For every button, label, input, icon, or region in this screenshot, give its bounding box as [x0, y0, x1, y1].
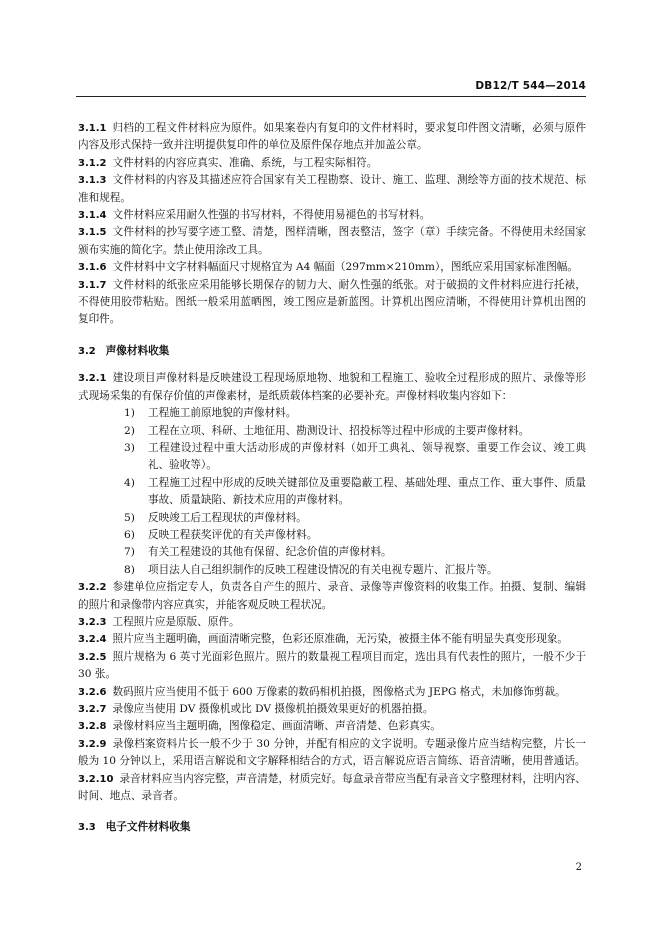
- clause-number: 3.1.2: [78, 157, 107, 169]
- clause-number: 3.1.6: [78, 262, 107, 274]
- section-title: 声像材料收集: [105, 344, 170, 357]
- section-heading-3-3: [78, 819, 586, 836]
- list-text: 工程施工过程中形成的反映关键部位及重要隐蔽工程、基础处理、重点工作、重大事件、质量事故、质量缺陷、新技术应用的声像材料。: [148, 476, 586, 507]
- clause-number: 3.1.7: [78, 279, 107, 291]
- section-title: 电子文件材料收集: [105, 821, 191, 834]
- clause-3-1-6: [78, 259, 586, 276]
- clause-text: 文件材料中文字材料幅面尺寸规格宜为 A4 幅面（297mm×210mm），图纸应采用国家标准图幅。: [112, 261, 578, 274]
- clause-3-2-7: [78, 701, 586, 718]
- clause-3-1-2: [78, 155, 586, 172]
- section-heading-3-2: [78, 343, 586, 360]
- clause-text: 文件材料的纸张应采用能够长期保存的韧力大、耐久性强的纸张。对于破损的文件材料应进行托裱，不得使用胶带粘贴。图纸一般采用蓝晒图，竣工图应是新蓝图。计算机出图应清晰，不得使用计算机出图的复印件。: [78, 278, 586, 326]
- clause-3-1-4: [78, 207, 586, 224]
- clause-number: 3.1.3: [78, 175, 107, 187]
- clause-3-2-5: [78, 649, 586, 684]
- list-marker: 1): [124, 407, 135, 420]
- clause-text: 照片规格为 6 英寸光面彩色照片。照片的数量视工程项目而定，选出具有代表性的照片，一般不少于 30 张。: [78, 650, 586, 681]
- clause-text: 照片应当主题明确，画面清晰完整，色彩还原准确，无污染，被摄主体不能有明显失真变形现象。: [112, 633, 569, 646]
- clause-3-1-5: [78, 224, 586, 259]
- list-text: 工程施工前原地貌的声像材料。: [148, 407, 297, 420]
- clause-text: 文件材料应采用耐久性强的书写材料，不得使用易褪色的书写材料。: [112, 209, 431, 222]
- clause-text: 录音材料应当内容完整，声音清楚，材质完好。每盒录音带应当配有录音文字整理材料，注明内容、时间、地点、录音者。: [78, 772, 586, 803]
- clause-text: 参建单位应指定专人，负责各自产生的照片、录音、录像等声像资料的收集工作。拍摄、复制、编辑的照片和录像带内容应真实，并能客观反映工程状况。: [78, 581, 586, 611]
- list-text: 有关工程建设的其他有保留、纪念价值的声像材料。: [148, 546, 392, 559]
- page-number: 2: [575, 862, 582, 873]
- list-text: 工程建设过程中重大活动形成的声像材料（如开工典礼、领导视察、重要工作会议、竣工典礼、验收等）。: [148, 441, 586, 472]
- clause-3-2-8: [78, 718, 586, 735]
- clause-text: 录像材料应当主题明确，图像稳定、画面清晰、声音清楚、色彩真实。: [112, 720, 441, 733]
- clause-3-2-1: [78, 370, 586, 405]
- clause-number: 3.2.10: [78, 773, 114, 785]
- list-item: [78, 423, 586, 440]
- list-marker: 4): [124, 476, 135, 489]
- list-marker: 7): [124, 546, 135, 559]
- list-marker: 3): [124, 441, 135, 454]
- clause-text: 文件材料的抄写要字迹工整、清楚，图样清晰，图表整洁，签字（章）手续完备。不得使用未经国家颁布实施的简化字。禁止使用涂改工具。: [78, 226, 586, 256]
- clause-number: 3.2.3: [78, 616, 107, 628]
- clause-number: 3.1.1: [78, 123, 107, 134]
- clause-number: 3.1.4: [78, 210, 107, 222]
- clause-3-1-1: [78, 120, 586, 155]
- list-item: [78, 405, 586, 422]
- clause-number: 3.2.1: [78, 373, 107, 385]
- clause-number: 3.1.5: [78, 227, 107, 239]
- clause-number: 3.2.5: [78, 651, 107, 663]
- clause-text: 文件材料的内容应真实、准确、系统，与工程实际相符。: [112, 156, 378, 169]
- clause-number: 3.2.8: [78, 721, 107, 733]
- section-number: 3.3: [78, 822, 96, 834]
- clause-3-1-7: [78, 277, 586, 329]
- list-item: [78, 527, 586, 544]
- list-item: [78, 440, 586, 475]
- clause-number: 3.2.7: [78, 704, 107, 715]
- clause-3-2-10: [78, 771, 586, 806]
- header-rule: [76, 96, 586, 97]
- list-text: 项目法人自己组织制作的反映工程建设情况的有关电视专题片、汇报片等。: [148, 563, 498, 576]
- list-text: 反映竣工后工程现状的声像材料。: [148, 511, 307, 524]
- clause-number: 3.2.6: [78, 686, 107, 698]
- section-number: 3.2: [78, 345, 96, 357]
- list-marker: 2): [124, 424, 135, 437]
- list-marker: 6): [124, 528, 135, 541]
- clause-3-2-9: [78, 736, 586, 771]
- clause-text: 工程照片应是原版、原件。: [112, 615, 240, 628]
- clause-text: 录像档案资料片长一般不少于 30 分钟，并配有相应的文字说明。专题录像片应当结构完整，片长一般为 10 分钟以上，采用语言解说和文字解释相结合的方式，语言解说应语言简练、语音清晰，使用普通话。: [78, 737, 586, 768]
- clause-text: 建设项目声像材料是反映建设工程现场原地物、地貌和工程施工、验收全过程形成的照片、录像等形式现场采集的有保存价值的声像素材，是纸质载体档案的必要补充。声像材料收集内容如下：: [78, 372, 586, 402]
- clause-text: 归档的工程文件材料应为原件。如果案卷内有复印的文件材料时，要求复印件图文清晰，必须与原件内容及形式保持一致并注明提供复印件的单位及原件保存地点并加盖公章。: [78, 122, 586, 152]
- clause-3-1-3: [78, 172, 586, 207]
- clause-3-2-2: [78, 579, 586, 614]
- clause-text: 录像应当使用 DV 摄像机或比 DV 摄像机拍摄效果更好的机器拍摄。: [112, 703, 434, 715]
- clause-3-2-4: [78, 631, 586, 648]
- clause-3-2-3: [78, 614, 586, 631]
- clause-number: 3.2.2: [78, 582, 107, 594]
- list-item: [78, 544, 586, 561]
- list-item: [78, 562, 586, 579]
- document-body: [78, 120, 586, 847]
- list-item: [78, 475, 586, 510]
- list-marker: 5): [124, 511, 135, 524]
- list-marker: 8): [124, 563, 135, 576]
- list-text: 工程在立项、科研、土地征用、勘测设计、招投标等过程中形成的主要声像材料。: [148, 424, 530, 437]
- collection-list: [78, 405, 586, 579]
- clause-text: 文件材料的内容及其描述应符合国家有关工程勘察、设计、施工、监理、测绘等方面的技术规范、标准和规程。: [78, 174, 586, 204]
- standard-number: DB12/T 544—2014: [475, 80, 586, 92]
- list-item: [78, 510, 586, 527]
- clause-number: 3.2.4: [78, 634, 107, 646]
- clause-number: 3.2.9: [78, 738, 107, 750]
- clause-3-2-6: [78, 684, 586, 701]
- list-text: 反映工程获奖评优的有关声像材料。: [148, 528, 318, 541]
- clause-text: 数码照片应当使用不低于 600 万像素的数码相机拍摄，图像格式为 JEPG 格式，未加修饰剪裁。: [112, 685, 566, 698]
